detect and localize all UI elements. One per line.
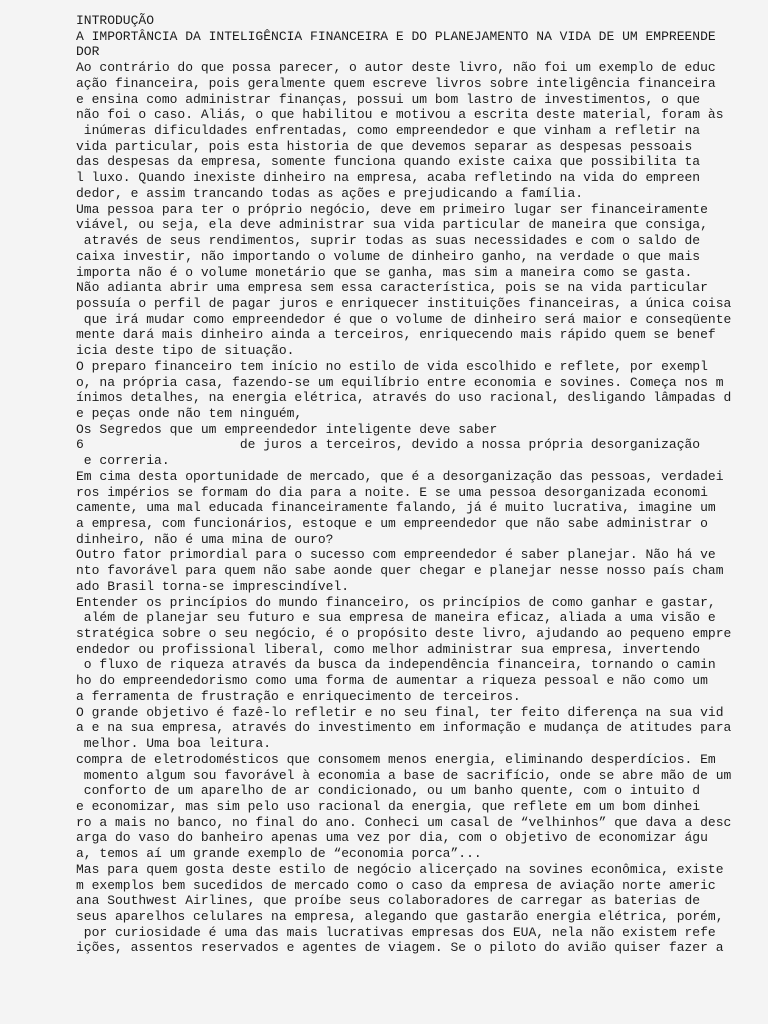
text-line: o, na própria casa, fazendo-se um equilíbrio entre economia e sovines. Começa nos m (76, 374, 724, 390)
text-line: ro a mais no banco, no final do ano. Conheci um casal de “velhinhos” que dava a desc (76, 814, 732, 830)
text-line: m exemplos bem sucedidos de mercado como o caso da empresa de aviação norte americ (76, 877, 716, 893)
text-line: Mas para quem gosta deste estilo de negócio alicerçado na sovines econômica, existe (76, 861, 724, 877)
text-line: endedor ou profissional liberal, como melhor administrar sua empresa, invertendo (76, 641, 701, 657)
text-line: INTRODUÇÃO (76, 13, 155, 28)
text-line: não foi o caso. Aliás, o que habilitou e motivou a escrita deste material, foram às (76, 107, 724, 123)
text-line: inúmeras dificuldades enfrentadas, como empreendedor e que vinham a refletir na (76, 123, 701, 139)
text-line: ana Southwest Airlines, que proíbe seus colaboradores de carregar as baterias de (76, 893, 701, 909)
text-line: e ensina como administrar finanças, possui um bom lastro de investimentos, o que (76, 91, 701, 107)
text-line: Os Segredos que um empreendedor inteligente deve saber (76, 421, 498, 437)
text-line: caixa investir, não importando o volume de dinheiro ganho, na verdade o que mais (76, 248, 701, 264)
text-line: O preparo financeiro tem início no estilo de vida escolhido e reflete, por exempl (76, 358, 708, 374)
text-line: ições, assentos reservados e agentes de viagem. Se o piloto do avião quiser fazer a (76, 940, 724, 956)
text-line: O grande objetivo é fazê-lo refletir e no seu final, ter feito diferença na sua vid (76, 704, 724, 720)
text-line: importa não é o volume monetário que se ganha, mas sim a maneira como se gasta. (76, 264, 693, 280)
text-line: Não adianta abrir uma empresa sem essa característica, pois se na vida particular (76, 280, 708, 296)
text-line: mente dará mais dinheiro ainda a terceiros, enriquecendo mais rápido quem se benef (76, 327, 716, 343)
text-line: e economizar, mas sim pelo uso racional da energia, que reflete em um bom dinhei (76, 798, 701, 814)
text-line: 6 de juros a terceiros, devido a nossa própria desorganização (76, 437, 701, 453)
text-line: das despesas da empresa, somente funciona quando existe caixa que possibilita ta (76, 154, 701, 170)
text-line: a, temos aí um grande exemplo de “economia porca”... (76, 846, 482, 862)
text-line: melhor. Uma boa leitura. (76, 736, 272, 752)
text-line: Em cima desta oportunidade de mercado, que é a desorganização das pessoas, verdadei (76, 468, 724, 484)
text-line: ho do empreendedorismo como uma forma de aumentar a riqueza pessoal e não como um (76, 673, 708, 689)
text-line: arga do vaso do banheiro apenas uma vez por dia, com o objetivo de economizar águ (76, 830, 708, 846)
text-line: vida particular, pois esta historia de que devemos separar as despesas pessoais (76, 138, 693, 154)
text-line: ação financeira, pois geralmente quem escreve livros sobre inteligência financeira (76, 75, 716, 91)
text-line: e correria. (76, 453, 170, 469)
text-line: Uma pessoa para ter o próprio negócio, deve em primeiro lugar ser financeiramente (76, 201, 708, 217)
text-line: ros impérios se formam do dia para a noite. E se uma pessoa desorganizada economi (76, 484, 708, 500)
text-line: DOR (76, 44, 100, 60)
document-text (76, 13, 766, 956)
text-line: por curiosidade é uma das mais lucrativas empresas dos EUA, nela não existem refe (76, 924, 716, 940)
text-line: dedor, e assim trancando todas as ações e prejudicando a família. (76, 185, 584, 201)
text-line: Entender os princípios do mundo financeiro, os princípios de como ganhar e gastar, (76, 594, 716, 610)
text-line: a ferramenta de frustração e enriquecimento de terceiros. (76, 688, 521, 704)
text-line: que irá mudar como empreendedor é que o volume de dinheiro será maior e conseqüente (76, 311, 732, 327)
text-line: o fluxo de riqueza através da busca da independência financeira, tornando o camin (76, 657, 716, 673)
text-line: além de planejar seu futuro e sua empresa de maneira eficaz, aliada a uma visão e (76, 610, 716, 626)
text-line: stratégica sobre o seu negócio, é o propósito deste livro, ajudando ao pequeno empre (76, 626, 732, 642)
text-line: nto favorável para quem não sabe aonde quer chegar e planejar nesse nosso país cham (76, 563, 724, 579)
text-line: seus aparelhos celulares na empresa, alegando que gastarão energia elétrica, porém, (76, 908, 724, 924)
text-line: e peças onde não tem ninguém, (76, 405, 303, 421)
text-line: conforto de um aparelho de ar condicionado, ou um banho quente, com o intuito d (76, 783, 701, 799)
text-line: camente, uma mal educada financeiramente falando, já é muito lucrativa, imagine um (76, 500, 716, 516)
text-line: a empresa, com funcionários, estoque e um empreendedor que não sabe administrar o (76, 516, 708, 531)
text-line: Outro fator primordial para o sucesso com empreendedor é saber planejar. Não há ve (76, 547, 716, 563)
text-line: ínimos detalhes, na energia elétrica, através do uso racional, desligando lâmpadas d (76, 390, 732, 406)
text-line: através de seus rendimentos, suprir todas as suas necessidades e com o saldo de (76, 233, 701, 249)
text-line: a e na sua empresa, através do investimento em informação e mudança de atitudes para (76, 720, 732, 736)
text-line: icia deste tipo de situação. (76, 343, 295, 359)
text-line: compra de eletrodomésticos que consomem menos energia, eliminando desperdícios. Em (76, 751, 716, 767)
text-line: A IMPORTÂNCIA DA INTELIGÊNCIA FINANCEIRA E DO PLANEJAMENTO NA VIDA DE UM EMPREENDE (76, 28, 716, 44)
text-line: possuía o perfil de pagar juros e enriquecer instituições financeiras, a única coisa (76, 295, 732, 311)
text-line: momento algum sou favorável à economia a base de sacrifício, onde se abre mão de um (76, 767, 732, 783)
text-line: l luxo. Quando inexiste dinheiro na empresa, acaba refletindo na vida do empreen (76, 170, 701, 186)
text-line: ado Brasil torna-se imprescindível. (76, 578, 350, 594)
text-line: Ao contrário do que possa parecer, o autor deste livro, não foi um exemplo de educ (76, 60, 716, 76)
text-line: dinheiro, não é uma mina de ouro? (76, 531, 334, 547)
text-line: viável, ou seja, ela deve administrar sua vida particular de maneira que consiga, (76, 217, 708, 233)
